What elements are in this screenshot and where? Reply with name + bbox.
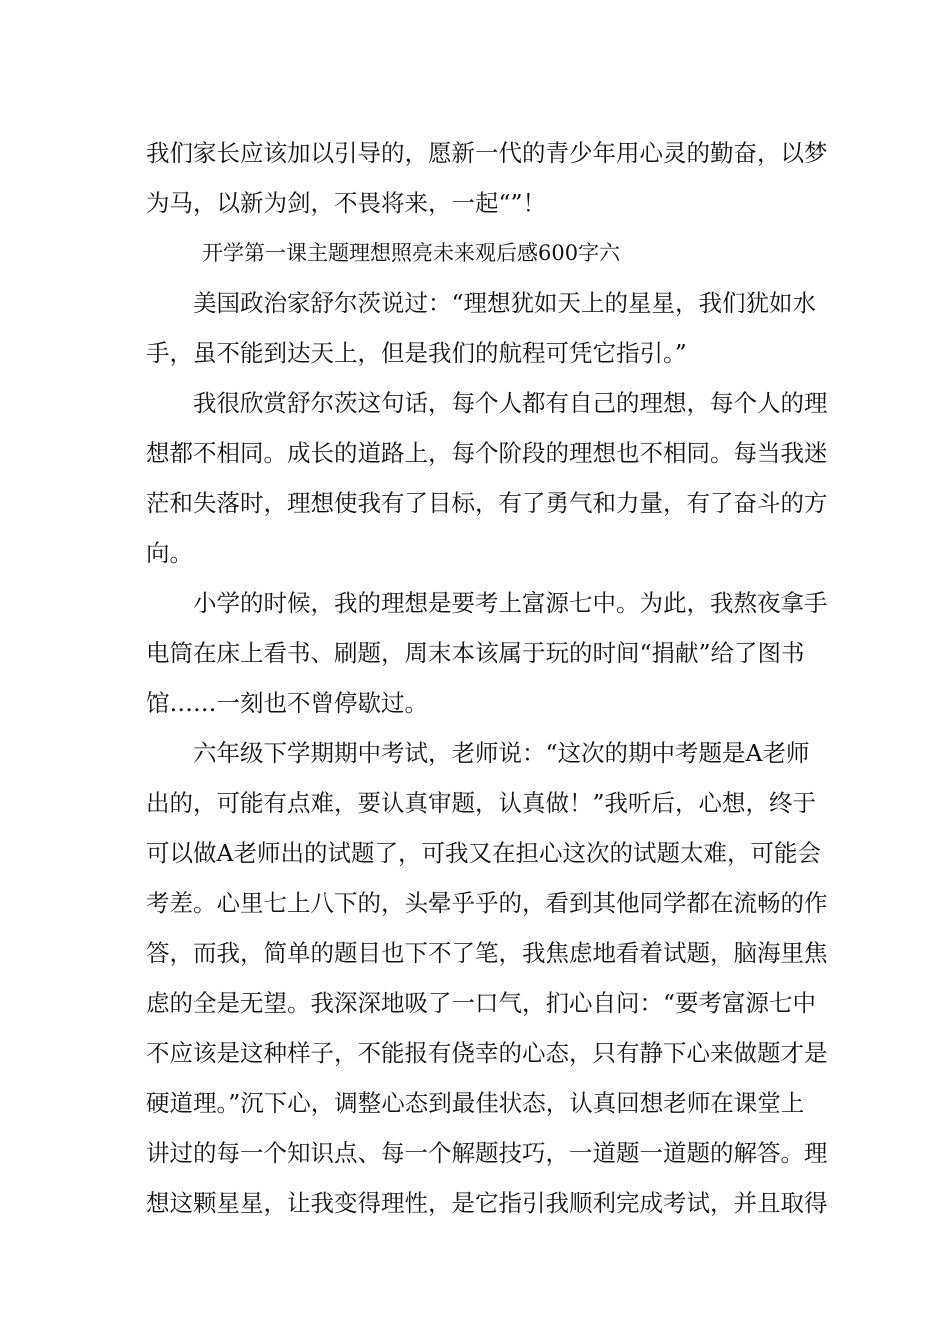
paragraph-first-line: 美国政治家舒尔茨说过：“理想犹如天上的星星，我们犹如水 <box>193 289 817 317</box>
text-line: 出的，可能有点难，要认真审题，认真做！”我听后，心想，终于 <box>146 789 817 817</box>
text-line: 答，而我，简单的题目也下不了笔，我焦虑地看着试题，脑海里焦 <box>146 939 828 967</box>
document-body <box>146 128 828 1228</box>
text-line: 可以做A老师出的试题了，可我又在担心这次的试题太难，可能会 <box>146 839 821 867</box>
text-line: 为马，以新为剑，不畏将来，一起“”！ <box>146 189 547 217</box>
text-line: 电筒在床上看书、刷题，周末本该属于玩的时间“捐献”给了图书 <box>146 639 805 667</box>
text-line: 我们家长应该加以引导的，愿新一代的青少年用心灵的勤奋，以梦 <box>146 139 828 167</box>
text-line: 想都不相同。成长的道路上，每个阶段的理想也不相同。每当我迷 <box>146 439 828 467</box>
text-line: 馆……一刻也不曾停歇过。 <box>146 689 428 717</box>
text-line: 考差。心里七上八下的，头晕乎乎的，看到其他同学都在流畅的作 <box>146 889 828 917</box>
text-line: 硬道理。”沉下心，调整心态到最佳状态，认真回想老师在课堂上 <box>146 1089 805 1117</box>
paragraph-first-line: 小学的时候，我的理想是要考上富源七中。为此，我熬夜拿手 <box>193 589 828 617</box>
section-heading: 开学第一课主题理想照亮未来观后感600字六 <box>202 241 621 265</box>
text-line: 想这颗星星，让我变得理性，是它指引我顺利完成考试，并且取得 <box>146 1189 828 1217</box>
text-line: 讲过的每一个知识点、每一个解题技巧，一道题一道题的解答。理 <box>146 1139 828 1167</box>
paragraph-first-line: 我很欣赏舒尔茨这句话，每个人都有自己的理想，每个人的理 <box>193 389 828 417</box>
text-line: 茫和失落时，理想使我有了目标，有了勇气和力量，有了奋斗的方 <box>146 489 828 517</box>
text-line: 虑的全是无望。我深深地吸了一口气，扪心自问：“要考富源七中 <box>146 989 817 1017</box>
text-line: 手，虽不能到达天上，但是我们的航程可凭它指引。” <box>146 339 687 367</box>
paragraph-first-line: 六年级下学期期中考试，老师说：“这次的期中考题是A老师 <box>193 739 810 767</box>
text-line: 不应该是这种样子，不能报有侥幸的心态，只有静下心来做题才是 <box>146 1039 828 1067</box>
text-line: 向。 <box>146 539 193 567</box>
